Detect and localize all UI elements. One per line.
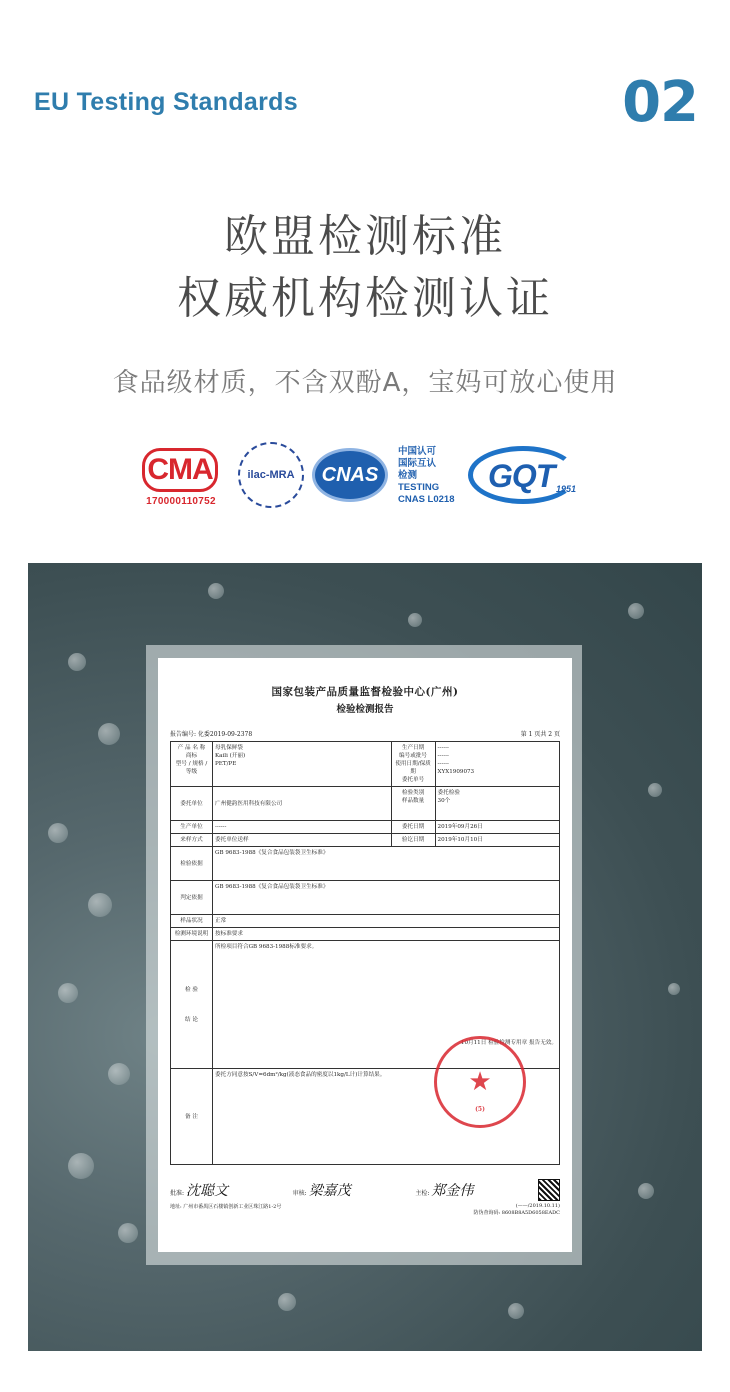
table-row (171, 821, 560, 834)
seal-note: 10月11日 检验检测专用章 报告无效。 (460, 1040, 557, 1046)
table-row (171, 742, 560, 787)
table-cell: 检验类别 样品数量 (391, 787, 435, 821)
star-icon: ★ (468, 1067, 492, 1097)
cnas-caption-line: 检测 (398, 470, 418, 481)
table-cell: 产 品 名 称 商标 型号 / 规格 / 等级 (171, 742, 213, 787)
bead-decoration (638, 1183, 654, 1199)
table-cell: 检测环境说明 (171, 928, 213, 941)
gqt-text: GQT (488, 458, 555, 494)
header-section (0, 0, 730, 560)
table-cell: 生产日期 编号或批号 使用日期/保质期 委托单号 (391, 742, 435, 787)
table-cell: 来样方式 (171, 834, 213, 847)
cnas-caption-line: TESTING (398, 482, 440, 493)
approve-signature: 批准: 沈聪文 (170, 1183, 229, 1199)
table-cell: 委托检验 30个 (435, 787, 559, 821)
bead-decoration (628, 603, 644, 619)
table-cell: 生产单位 (171, 821, 213, 834)
headline-line-1: 欧盟检测标准 (224, 211, 506, 262)
cnas-logo (312, 448, 388, 502)
bead-decoration (108, 1063, 130, 1085)
bead-decoration (208, 583, 224, 599)
report-title: 国家包装产品质量监督检验中心(广州) (271, 686, 459, 698)
report-subtitle: 检验检测报告 (336, 704, 394, 715)
table-row (171, 915, 560, 928)
table-cell: 验讫日期 (391, 834, 435, 847)
section-title-en: EU Testing Standards (34, 88, 298, 116)
table-cell: 判定依据 (171, 881, 213, 915)
table-cell: 样品状况 (171, 915, 213, 928)
report-address: 地址: 广州市番禺区石楼镇创新工业区珠江路1-2号 (170, 1204, 282, 1210)
table-cell: 检验依据 (171, 847, 213, 881)
cnas-caption-line: 中国认可 (398, 446, 437, 457)
cnas-caption-line: 国际互认 (398, 458, 437, 469)
stamp-text: (5) (475, 1106, 485, 1113)
table-cell: GB 9683-1988《复合食品包装袋卫生标准》 (213, 847, 560, 881)
report-number: 报告编号: 化委2019-09-2378 (170, 731, 253, 738)
table-cell: 委托日期 (391, 821, 435, 834)
headline-line-2: 权威机构检测认证 (177, 273, 553, 324)
gqt-logo (468, 446, 580, 506)
table-row (171, 928, 560, 941)
table-cell: 备 注 (171, 1069, 213, 1165)
cnas-caption-line: CNAS L0218 (398, 494, 455, 505)
bead-decoration (118, 1223, 138, 1243)
bead-decoration (68, 653, 86, 671)
table-cell: 广州健韵医用科技有限公司 (213, 787, 392, 821)
ilac-mra-text: ilac-MRA (247, 469, 295, 481)
table-cell: 2019年09月26日 (435, 821, 559, 834)
table-cell: 委托单位 (171, 787, 213, 821)
cnas-text: CNAS (321, 463, 379, 486)
table-cell: 检 验 结 论 (171, 941, 213, 1069)
table-cell: ------ ------ ------ XYX1909073 (435, 742, 559, 787)
gqt-year: 1951 (556, 484, 577, 494)
table-row (171, 834, 560, 847)
report-meta (170, 729, 560, 738)
table-cell: 委托单位送样 (213, 834, 392, 847)
report-codes: (——/2019.10.11) 防伪查询码: 8608B8A5D6058EADC (473, 1203, 560, 1216)
bead-decoration (98, 723, 120, 745)
report-photo (28, 563, 702, 1351)
certification-logos (0, 440, 730, 520)
page-info: 第 1 页共 2 页 (520, 731, 560, 738)
main-inspector-signature: 主检: 郑金伟 (415, 1183, 474, 1199)
bead-decoration (668, 983, 680, 995)
table-cell: ------ (213, 821, 392, 834)
bead-decoration (48, 823, 68, 843)
cma-number: 170000110752 (146, 496, 216, 507)
qr-code-icon (538, 1179, 560, 1201)
table-cell: 委托方同意按S/V=6dm²/kg(液态食品的密度以1kg/L计)计算结果。 (213, 1069, 560, 1165)
ilac-mra-logo (238, 442, 304, 508)
signature-row (170, 1179, 560, 1201)
review-signature: 审核: 梁嘉茂 (292, 1183, 351, 1199)
bead-decoration (408, 613, 422, 627)
table-row (171, 881, 560, 915)
bead-decoration (278, 1293, 296, 1311)
table-row (171, 787, 560, 821)
official-seal-stamp (434, 1036, 526, 1128)
test-report-document (158, 658, 572, 1252)
table-cell: 正常 (213, 915, 560, 928)
subtitle: 食品级材质，不含双酚A，宝妈可放心使用 (112, 368, 618, 398)
cma-mark: CMA (142, 448, 218, 492)
cma-logo (142, 448, 220, 507)
bead-decoration (648, 783, 662, 797)
section-number: 02 (622, 70, 698, 135)
cnas-caption (398, 446, 455, 506)
table-cell: GB 9683-1988《复合食品包装袋卫生标准》 (213, 881, 560, 915)
table-cell: 母乳保鲜袋 Kaili (开丽) PET/PE (213, 742, 392, 787)
bead-decoration (508, 1303, 524, 1319)
report-footer (170, 1203, 560, 1216)
bead-decoration (88, 893, 112, 917)
bead-decoration (68, 1153, 94, 1179)
table-cell: 按标准要求 (213, 928, 560, 941)
table-cell: 所检项目符合GB 9683-1988标准要求。 10月11日 检验检测专用章 报告无效。 (213, 941, 560, 1069)
bead-decoration (58, 983, 78, 1003)
table-row (171, 847, 560, 881)
table-cell: 2019年10月10日 (435, 834, 559, 847)
